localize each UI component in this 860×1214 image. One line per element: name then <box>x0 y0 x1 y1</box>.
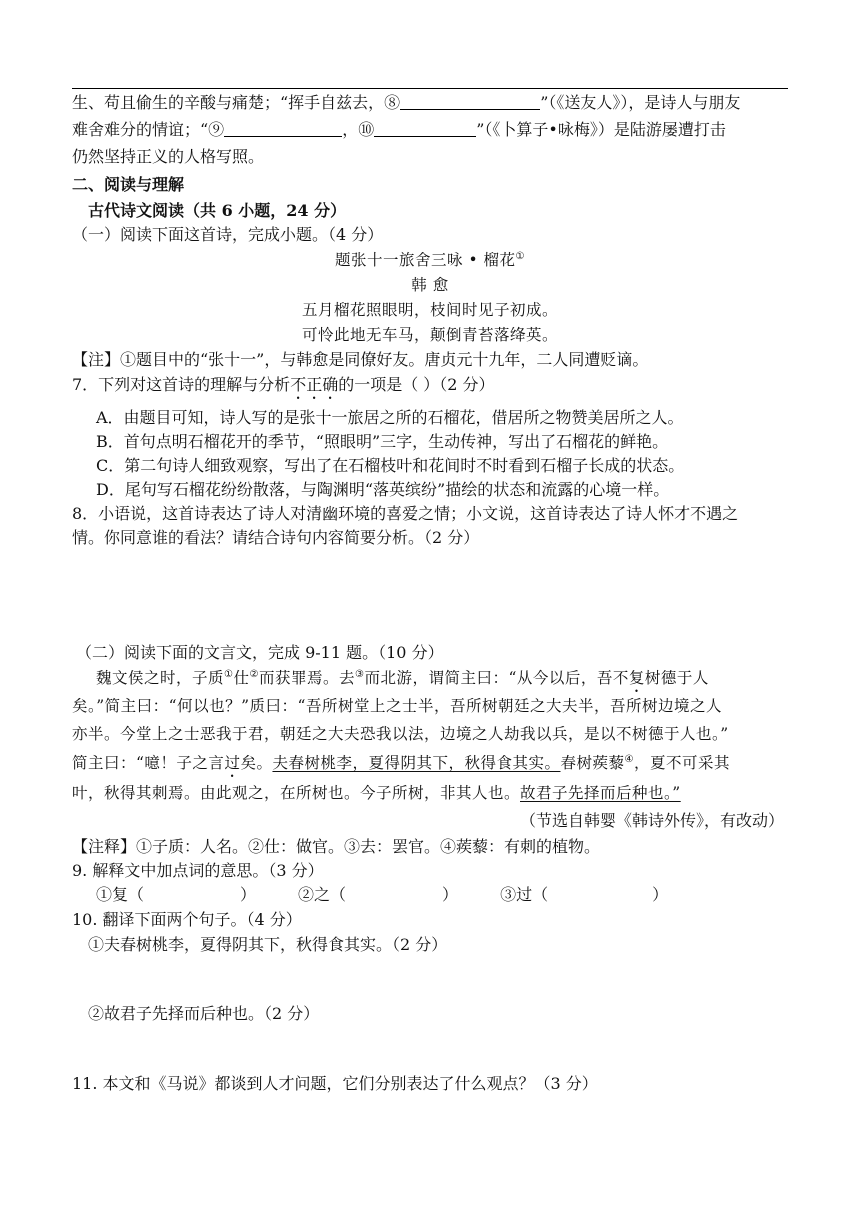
text-source: （节选自韩婴《韩诗外传》，有改动） <box>519 811 784 830</box>
poem-author: 韩 愈 <box>411 276 449 294</box>
question-10-sentence-1: ①夫春树桃李，夏得阴其下，秋得食其实。（2 分） <box>88 935 448 954</box>
subsection-heading: 古代诗文阅读（共 6 小题，24 分） <box>88 201 347 220</box>
question-group-2-intro: （二）阅读下面的文言文，完成 9-11 题。（10 分） <box>76 643 444 662</box>
answer-blank-10[interactable] <box>374 120 476 137</box>
question-8-line-2: 情。你同意谁的看法？请结合诗句内容简要分析。（2 分） <box>72 528 480 547</box>
poem-note: 【注】①题目中的“张十一”，与韩愈是同僚好友。唐贞元十九年，二人同遭贬谪。 <box>72 350 649 369</box>
question-10: 10. 翻译下面两个句子。（4 分） <box>72 910 302 929</box>
poem-line-2: 可怜此地无车马，颠倒青苔落绛英。 <box>301 326 558 344</box>
poem-line-1: 五月榴花照眼明，枝间时见子初成。 <box>301 301 558 319</box>
question-9-items: ①复（ ） ②之（ ） ③过（ ） <box>96 885 669 904</box>
question-7: 7．下列对这首诗的理解与分析不正确的一项是（ ）（2 分） <box>72 375 495 394</box>
option-b: B．首句点明石榴花开的季节，“照眼明”三字，生动传神，写出了石榴花的鲜艳。 <box>96 432 669 451</box>
classical-text-line-5: 叶，秋得其刺焉。由此观之，在所树也。今子所树，非其人也。故君子先择而后种也。” <box>72 784 681 802</box>
question-10-sentence-2: ②故君子先择而后种也。（2 分） <box>88 1004 320 1023</box>
option-c: C．第二句诗人细致观察，写出了在石榴枝叶和花间时不时看到石榴子长成的状态。 <box>96 456 685 475</box>
classical-text-line-1: 魏文侯之时，子质①仕②而获罪焉。去③而北游，谓简主曰：“从今以后，吾不复树德于人 <box>96 668 709 687</box>
section-heading: 二、阅读与理解 <box>72 175 185 194</box>
question-9: 9. 解释文中加点词的意思。（3 分） <box>72 861 324 880</box>
classical-text-line-2: 矣。”简主曰：“何以也？”质曰：“吾所树堂上之士半，吾所树朝廷之大夫半，吾所树边境之人 <box>72 697 722 715</box>
paragraph-line-3: 仍然坚持正义的人格写照。 <box>72 147 265 166</box>
question-11: 11. 本文和《马说》都谈到人才问题，它们分别表达了什么观点？（3 分） <box>72 1074 598 1093</box>
poem-title: 题张十一旅舍三咏 • 榴花① <box>335 250 525 269</box>
classical-text-notes: 【注释】①子质：人名。②仕：做官。③去：罢官。④蒺藜：有刺的植物。 <box>72 837 601 856</box>
option-d: D．尾句写石榴花纷纷散落，与陶渊明“落英缤纷”描绘的状态和流露的心境一样。 <box>96 480 670 499</box>
classical-text-line-3: 亦半。今堂上之士恶我于君，朝廷之大夫恐我以法，边境之人劫我以兵，是以不树德于人也。” <box>72 725 729 743</box>
question-group-1-intro: （一）阅读下面这首诗，完成小题。（4 分） <box>72 225 384 244</box>
header-rule <box>72 88 788 89</box>
question-8-line-1: 8．小语说，这首诗表达了诗人对清幽环境的喜爱之情；小文说，这首诗表达了诗人怀才不遇之 <box>72 504 739 523</box>
option-a: A．由题目可知，诗人写的是张十一旅居之所的石榴花，借居所之物赞美居所之人。 <box>96 408 684 427</box>
classical-text-line-4: 简主曰：“噫！子之言过矣。夫春树桃李，夏得阴其下，秋得食其实。春树蒺藜④，夏不可采其 <box>72 753 730 772</box>
answer-blank-9[interactable] <box>224 120 342 137</box>
paragraph-line-2: 难舍难分的情谊；“⑨ ，⑩ ”（《卜算子•咏梅》）是陆游屡遭打击 <box>72 120 726 139</box>
paragraph-line-1: 生、苟且偷生的辛酸与痛楚；“挥手自兹去，⑧ ”（《送友人》），是诗人与朋友 <box>72 93 741 112</box>
answer-blank-8[interactable] <box>400 93 540 110</box>
